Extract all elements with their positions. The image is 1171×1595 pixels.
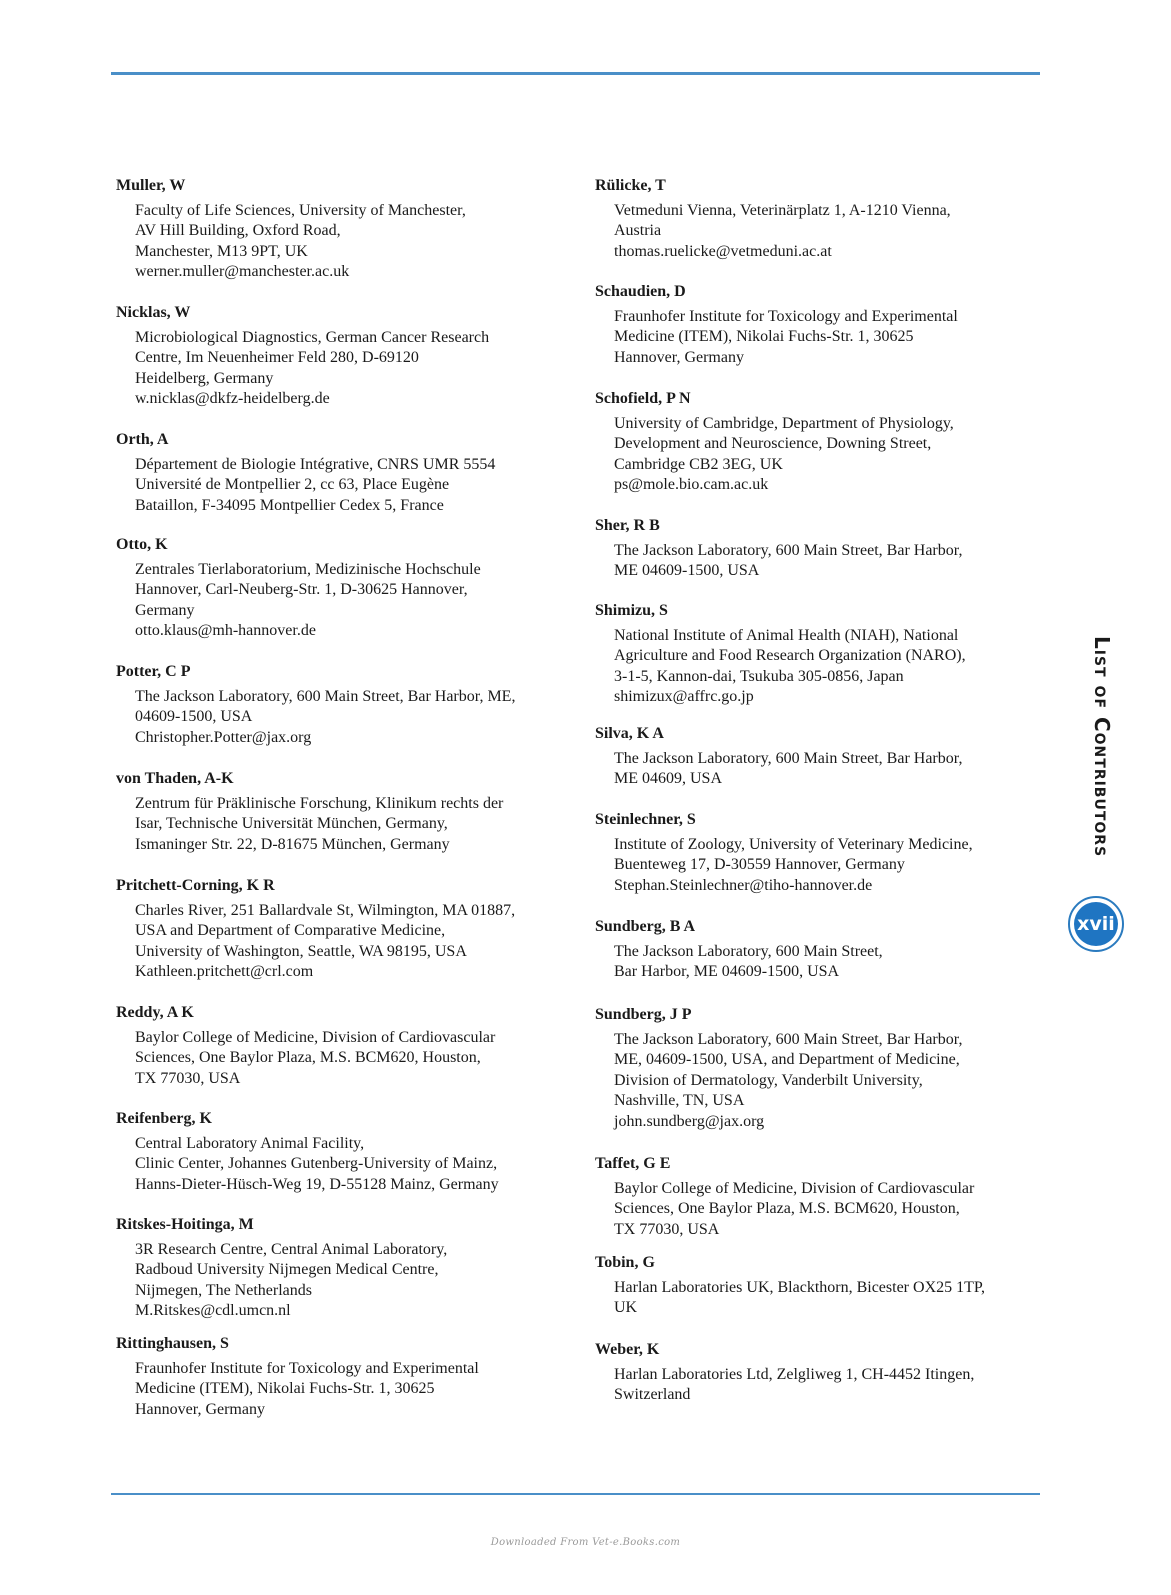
contributor-email: john.sundberg@jax.org (614, 1112, 765, 1130)
contributor-entry (595, 724, 1041, 790)
contributor-email: werner.muller@manchester.ac.uk (135, 263, 350, 281)
contributor-affiliation (614, 307, 1041, 368)
contributor-affiliation (614, 749, 1041, 790)
contributor-name: Muller, W (116, 177, 186, 194)
affiliation-line: Hanns-Dieter-Hüsch-Weg 19, D-55128 Mainz, Germany (135, 1175, 499, 1193)
affiliation-line: Medicine (ITEM), Nikolai Fuchs-Str. 1, 30625 (614, 328, 914, 346)
contributor-name: Reddy, A K (116, 1004, 194, 1021)
contributor-email: Stephan.Steinlechner@tiho-hannover.de (614, 876, 873, 894)
affiliation-line: 3-1-5, Kannon-dai, Tsukuba 305-0856, Japan (614, 667, 904, 685)
affiliation-line: Medicine (ITEM), Nikolai Fuchs-Str. 1, 30625 (135, 1380, 435, 1398)
contributor-entry (595, 810, 1041, 896)
affiliation-line: Division of Dermatology, Vanderbilt University, (614, 1071, 923, 1089)
affiliation-line: Bataillon, F-34095 Montpellier Cedex 5, France (135, 496, 444, 514)
affiliation-line: Zentrum für Präklinische Forschung, Klinikum rechts der (135, 795, 504, 812)
affiliation-line: Institute of Zoology, University of Veterinary Medicine, (614, 836, 973, 853)
contributor-name: Taffet, G E (595, 1155, 671, 1172)
affiliation-line: Isar, Technische Universität München, Germany, (135, 815, 448, 833)
affiliation-line: Faculty of Life Sciences, University of Manchester, (135, 202, 466, 219)
affiliation-line: Hannover, Carl-Neuberg-Str. 1, D-30625 Hannover, (135, 581, 468, 599)
affiliation-line: Switzerland (614, 1386, 691, 1404)
bottom-rule (111, 1493, 1040, 1495)
affiliation-line: Germany (135, 601, 195, 619)
contributor-affiliation (135, 455, 562, 516)
contributor-entry (116, 430, 562, 516)
affiliation-line: Charles River, 251 Ballardvale St, Wilmington, MA 01887, (135, 902, 516, 919)
affiliation-line: Fraunhofer Institute for Toxicology and Experimental (135, 1360, 479, 1377)
contributor-entry (595, 1154, 1041, 1240)
contributor-affiliation (614, 1179, 1041, 1240)
affiliation-line: The Jackson Laboratory, 600 Main Street, Bar Harbor, (614, 1031, 963, 1048)
contributor-name: Steinlechner, S (595, 811, 696, 828)
contributor-entry (116, 769, 562, 855)
affiliation-line: Heidelberg, Germany (135, 369, 274, 387)
contributor-entry (595, 917, 1041, 983)
affiliation-line: Austria (614, 222, 662, 240)
affiliation-line: ME, 04609-1500, USA, and Department of Medicine, (614, 1051, 960, 1069)
contributor-name: Tobin, G (595, 1254, 655, 1271)
affiliation-line: Hannover, Germany (614, 348, 744, 366)
contributor-name: Otto, K (116, 536, 168, 553)
contributor-affiliation (135, 1240, 562, 1322)
contributor-name: Rülicke, T (595, 177, 666, 194)
contributor-name: Reifenberg, K (116, 1110, 212, 1127)
contributor-entry (595, 516, 1041, 582)
contributor-name: Schofield, P N (595, 390, 691, 407)
contributor-entry (116, 1334, 562, 1420)
contributor-entry (595, 1005, 1041, 1132)
contributor-affiliation (614, 942, 1041, 983)
contributor-affiliation (614, 1030, 1041, 1132)
contributor-name: Ritskes-Hoitinga, M (116, 1216, 254, 1233)
contributor-name: Pritchett-Corning, K R (116, 877, 275, 894)
contributor-name: Sundberg, J P (595, 1006, 692, 1023)
contributor-affiliation (135, 901, 562, 983)
contributor-entry (116, 1003, 562, 1089)
affiliation-line: Baylor College of Medicine, Division of Cardiovascular (135, 1029, 496, 1046)
contributor-entry (595, 176, 1041, 262)
affiliation-line: 04609-1500, USA (135, 708, 253, 726)
contributor-email: thomas.ruelicke@vetmeduni.ac.at (614, 242, 832, 260)
affiliation-line: Harlan Laboratories UK, Blackthorn, Bicester OX25 1TP, (614, 1279, 986, 1296)
contributor-entry (116, 662, 562, 748)
contributor-affiliation (135, 794, 562, 855)
contributor-affiliation (614, 201, 1041, 262)
affiliation-line: The Jackson Laboratory, 600 Main Street, Bar Harbor, ME, (135, 688, 516, 705)
affiliation-line: Harlan Laboratories Ltd, Zelgliweg 1, CH-4452 Itingen, (614, 1366, 975, 1383)
contributor-email: otto.klaus@mh-hannover.de (135, 622, 316, 640)
contributor-email: w.nicklas@dkfz-heidelberg.de (135, 390, 330, 408)
contributor-name: Sundberg, B A (595, 918, 696, 935)
affiliation-line: TX 77030, USA (614, 1220, 720, 1238)
top-rule (111, 72, 1040, 75)
contributor-name: Sher, R B (595, 517, 660, 534)
affiliation-line: Sciences, One Baylor Plaza, M.S. BCM620, Houston, (614, 1200, 960, 1218)
contributor-affiliation (614, 1278, 1041, 1319)
affiliation-line: AV Hill Building, Oxford Road, (135, 222, 341, 240)
contributor-email: Christopher.Potter@jax.org (135, 728, 312, 746)
affiliation-line: Vetmeduni Vienna, Veterinärplatz 1, A-1210 Vienna, (614, 202, 951, 219)
contributor-affiliation (135, 687, 562, 748)
contributor-affiliation (614, 1365, 1041, 1406)
contributor-name: Shimizu, S (595, 602, 668, 619)
affiliation-line: Ismaninger Str. 22, D-81675 München, Germany (135, 835, 450, 853)
affiliation-line: UK (614, 1299, 638, 1317)
contributor-affiliation (614, 835, 1041, 896)
affiliation-line: National Institute of Animal Health (NIAH), National (614, 627, 959, 644)
affiliation-line: Development and Neuroscience, Downing Street, (614, 435, 932, 453)
affiliation-line: Buenteweg 17, D-30559 Hannover, Germany (614, 856, 905, 874)
contributor-affiliation (614, 414, 1041, 496)
affiliation-line: Nijmegen, The Netherlands (135, 1281, 312, 1299)
affiliation-line: The Jackson Laboratory, 600 Main Street, Bar Harbor, (614, 542, 963, 559)
affiliation-line: TX 77030, USA (135, 1069, 241, 1087)
affiliation-line: Nashville, TN, USA (614, 1092, 745, 1110)
page-number: xvii (1074, 902, 1118, 946)
contributor-name: Weber, K (595, 1341, 660, 1358)
affiliation-line: Sciences, One Baylor Plaza, M.S. BCM620, Houston, (135, 1049, 481, 1067)
footer-watermark: Downloaded From Vet-e.Books.com (490, 1537, 681, 1548)
contributor-affiliation (614, 541, 1041, 582)
affiliation-line: Cambridge CB2 3EG, UK (614, 455, 783, 473)
contributor-entry (595, 282, 1041, 368)
contributor-affiliation (135, 1028, 562, 1089)
contributor-name: Nicklas, W (116, 304, 191, 321)
contributor-affiliation (135, 201, 562, 283)
contributor-affiliation (614, 626, 1041, 708)
affiliation-line: University of Washington, Seattle, WA 98195, USA (135, 942, 467, 960)
contributor-entry (116, 303, 562, 410)
page-number-badge (1068, 896, 1124, 952)
contributor-name: Orth, A (116, 431, 169, 448)
affiliation-line: Baylor College of Medicine, Division of Cardiovascular (614, 1180, 975, 1197)
contributor-name: Schaudien, D (595, 283, 686, 300)
affiliation-line: Département de Biologie Intégrative, CNRS UMR 5554 (135, 456, 496, 473)
contributor-entry (595, 389, 1041, 496)
affiliation-line: ME 04609-1500, USA (614, 562, 760, 580)
affiliation-line: Centre, Im Neuenheimer Feld 280, D-69120 (135, 349, 419, 367)
contributor-entry (116, 535, 562, 642)
contributor-email: M.Ritskes@cdl.umcn.nl (135, 1302, 291, 1320)
affiliation-line: University of Cambridge, Department of Physiology, (614, 415, 954, 432)
affiliation-line: The Jackson Laboratory, 600 Main Street, Bar Harbor, (614, 750, 963, 767)
affiliation-line: 3R Research Centre, Central Animal Laboratory, (135, 1241, 448, 1258)
affiliation-line: Fraunhofer Institute for Toxicology and Experimental (614, 308, 958, 325)
contributor-name: Silva, K A (595, 725, 664, 742)
affiliation-line: Zentrales Tierlaboratorium, Medizinische Hochschule (135, 561, 481, 578)
contributor-entry (595, 1253, 1041, 1319)
contributor-email: ps@mole.bio.cam.ac.uk (614, 476, 769, 494)
contributor-affiliation (135, 1134, 562, 1195)
contributor-affiliation (135, 560, 562, 642)
affiliation-line: Radboud University Nijmegen Medical Centre, (135, 1261, 439, 1279)
contributor-email: Kathleen.pritchett@crl.com (135, 963, 314, 981)
affiliation-line: Université de Montpellier 2, cc 63, Place Eugène (135, 476, 450, 494)
affiliation-line: The Jackson Laboratory, 600 Main Street, (614, 943, 883, 960)
affiliation-line: Central Laboratory Animal Facility, (135, 1135, 365, 1152)
contributor-affiliation (135, 1359, 562, 1420)
affiliation-line: Bar Harbor, ME 04609-1500, USA (614, 963, 840, 981)
contributor-entry (116, 876, 562, 983)
contributor-name: Rittinghausen, S (116, 1335, 229, 1352)
affiliation-line: USA and Department of Comparative Medicine, (135, 922, 446, 940)
affiliation-line: Hannover, Germany (135, 1400, 265, 1418)
contributor-affiliation (135, 328, 562, 410)
affiliation-line: Clinic Center, Johannes Gutenberg-University of Mainz, (135, 1155, 498, 1173)
affiliation-line: ME 04609, USA (614, 770, 723, 788)
contributor-entry (116, 176, 562, 283)
affiliation-line: Agriculture and Food Research Organization (NARO), (614, 647, 966, 665)
contributor-entry (595, 601, 1041, 708)
side-title: List of Contributors (1090, 636, 1114, 858)
contributor-name: von Thaden, A-K (116, 770, 234, 787)
contributor-email: shimizux@affrc.go.jp (614, 688, 754, 706)
contributor-entry (116, 1109, 562, 1195)
contributor-entry (116, 1215, 562, 1322)
contributor-name: Potter, C P (116, 663, 191, 680)
affiliation-line: Microbiological Diagnostics, German Cancer Research (135, 329, 490, 346)
affiliation-line: Manchester, M13 9PT, UK (135, 242, 308, 260)
contributor-entry (595, 1340, 1041, 1406)
